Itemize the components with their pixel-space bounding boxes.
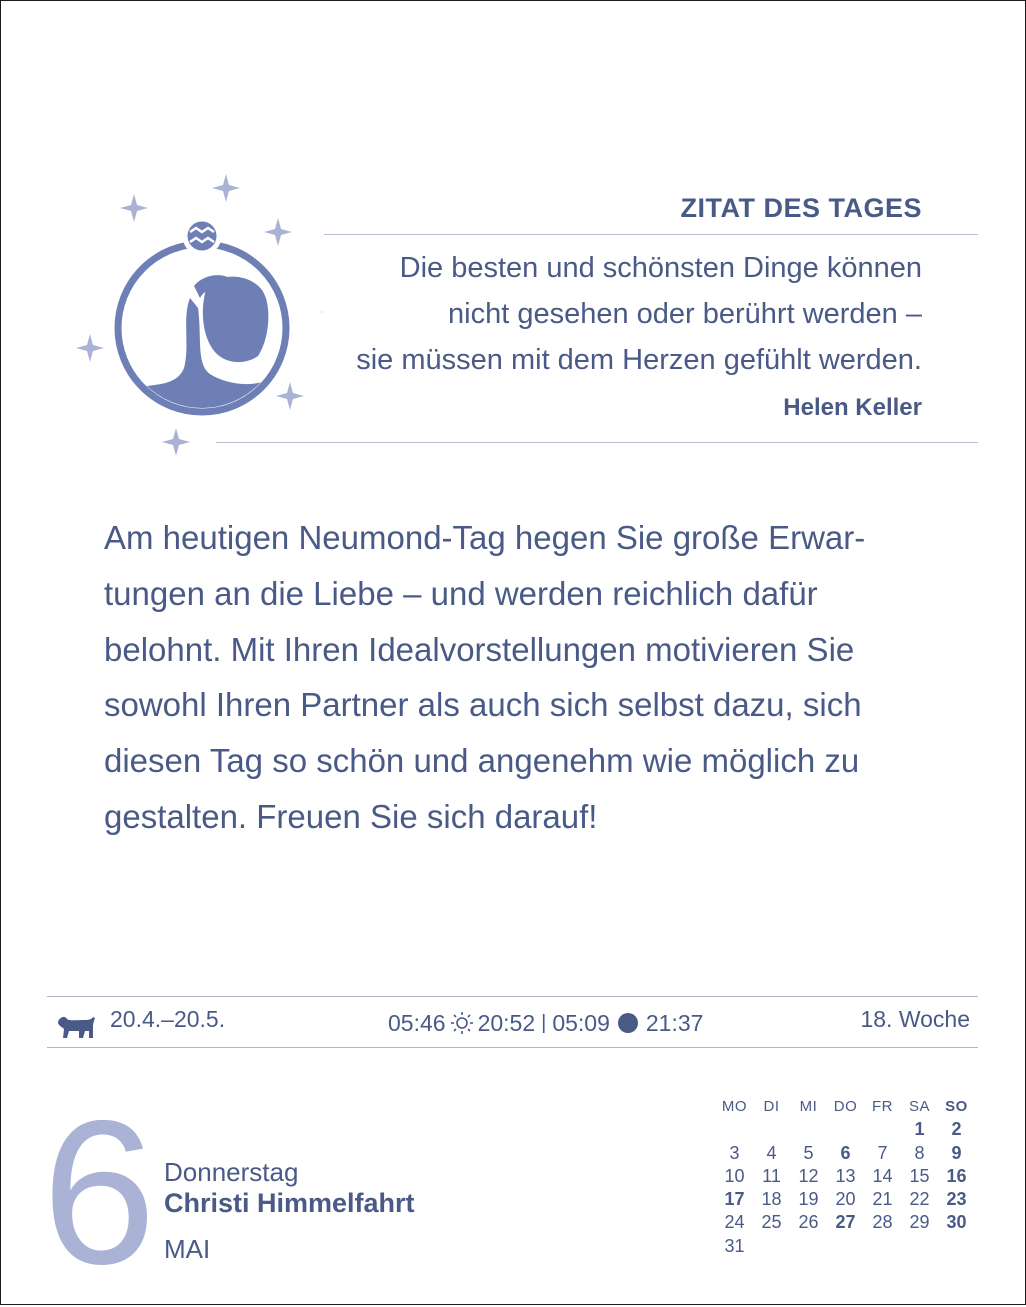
star-icon (320, 298, 322, 326)
divider (324, 234, 978, 235)
calendar-weekday-header: DI (763, 1098, 780, 1115)
quote-line: nicht gesehen oder berührt werden – (448, 298, 922, 330)
calendar-day: 20 (835, 1189, 856, 1210)
calendar-day: 29 (909, 1212, 930, 1233)
horoscope-line: belohnt. Mit Ihren Idealvorstellungen motivieren Sie (104, 630, 855, 668)
calendar-day: 4 (766, 1142, 777, 1163)
calendar-day: 7 (877, 1142, 888, 1163)
calendar-day (790, 1118, 827, 1141)
calendar-weekday-header: MO (721, 1098, 748, 1115)
calendar-week-row (716, 1118, 976, 1141)
taurus-bull-icon (57, 1010, 97, 1044)
calendar-day: 10 (724, 1165, 745, 1186)
horoscope-line: sowohl Ihren Partner als auch sich selbst dazu, sich (104, 686, 862, 724)
star-icon (276, 382, 304, 410)
moonrise-time: 05:09 (552, 1009, 610, 1036)
calendar-day: 19 (798, 1189, 819, 1210)
calendar-header-row (716, 1095, 976, 1118)
weekday: Donnerstag (164, 1157, 299, 1187)
divider (47, 1047, 978, 1048)
calendar-day: 12 (798, 1165, 819, 1186)
sunset-time: 20:52 (477, 1009, 536, 1036)
calendar-weekday-header: SA (908, 1098, 930, 1115)
star-icon (76, 334, 104, 362)
calendar-weekday-header: SO (945, 1098, 968, 1115)
moon-icon (618, 1013, 638, 1033)
calendar-day: 25 (761, 1212, 782, 1233)
horoscope-line: gestalten. Freuen Sie sich darauf! (104, 797, 598, 835)
calendar-day (716, 1118, 753, 1141)
calendar-day: 30 (946, 1212, 967, 1233)
calendar-day: 13 (835, 1165, 856, 1186)
sunrise-time: 05:46 (388, 1009, 446, 1036)
week-number: 18. Woche (860, 1006, 970, 1032)
calendar-day: 6 (840, 1142, 851, 1163)
calendar-day (827, 1118, 864, 1141)
star-icon (212, 174, 240, 202)
calendar-day: 31 (724, 1235, 745, 1256)
calendar-day (864, 1235, 901, 1258)
calendar-week-row (716, 1142, 976, 1165)
star-icon (120, 194, 148, 222)
calendar-day: 16 (946, 1165, 967, 1186)
quote-line: sie müssen mit dem Herzen gefühlt werden. (356, 344, 922, 376)
star-icon (264, 218, 292, 246)
month-name: MAI (164, 1234, 211, 1264)
aquarius-emblem (72, 168, 322, 468)
calendar-weekday-header: FR (872, 1098, 893, 1115)
calendar-day: 26 (798, 1212, 819, 1233)
day-number: 6 (42, 1078, 157, 1307)
separator: | (541, 1011, 547, 1034)
moonset-time: 21:37 (645, 1009, 704, 1036)
calendar-day: 27 (835, 1212, 856, 1233)
zodiac-date-range: 20.4.–20.5. (110, 1006, 226, 1032)
horoscope-line: tungen an die Liebe – und werden reichlich dafür (104, 574, 818, 612)
calendar-day: 28 (872, 1212, 893, 1233)
calendar-day (790, 1235, 827, 1258)
calendar-day (753, 1235, 790, 1258)
divider (47, 996, 978, 997)
quote-heading: ZITAT DES TAGES (680, 193, 922, 223)
divider (216, 442, 978, 443)
mini-calendar (716, 1095, 976, 1258)
calendar-week-row (716, 1211, 976, 1234)
calendar-week-row (716, 1188, 976, 1211)
calendar-weekday-header: MI (799, 1098, 818, 1115)
calendar-day: 3 (729, 1142, 740, 1163)
sun-icon (450, 1011, 474, 1035)
horoscope-line: diesen Tag so schön und angenehm wie möglich zu (104, 742, 860, 780)
calendar-day (753, 1118, 790, 1141)
calendar-day (827, 1235, 864, 1258)
horoscope-text (104, 510, 934, 845)
calendar-day: 2 (951, 1119, 962, 1140)
calendar-day: 11 (762, 1165, 781, 1186)
aquarius-symbol-icon (185, 219, 219, 253)
calendar-day: 9 (951, 1142, 962, 1163)
calendar-weekday-header: DO (833, 1098, 858, 1115)
quote-line: Die besten und schönsten Dinge können (399, 252, 922, 284)
calendar-week-row (716, 1235, 976, 1258)
calendar-day: 14 (872, 1165, 893, 1186)
calendar-day: 23 (946, 1189, 967, 1210)
calendar-week-row (716, 1165, 976, 1188)
calendar-day: 1 (914, 1119, 925, 1140)
calendar-day: 22 (909, 1189, 930, 1210)
calendar-day: 15 (909, 1165, 930, 1186)
calendar-day: 17 (724, 1189, 745, 1210)
calendar-day (901, 1235, 938, 1258)
calendar-day: 5 (803, 1142, 814, 1163)
holiday-name: Christi Himmelfahrt (164, 1188, 415, 1218)
horoscope-line: Am heutigen Neumond-Tag hegen Sie große Erwar- (104, 519, 866, 556)
calendar-day: 8 (914, 1142, 925, 1163)
star-icon (162, 428, 190, 456)
quote-author: Helen Keller (783, 394, 922, 421)
water-jug-icon (132, 275, 282, 428)
calendar-day: 18 (761, 1189, 782, 1210)
calendar-day: 24 (724, 1212, 745, 1233)
calendar-day (938, 1235, 975, 1258)
calendar-day: 21 (872, 1189, 893, 1210)
sun-moon-times (388, 1006, 703, 1040)
calendar-day (864, 1118, 901, 1141)
